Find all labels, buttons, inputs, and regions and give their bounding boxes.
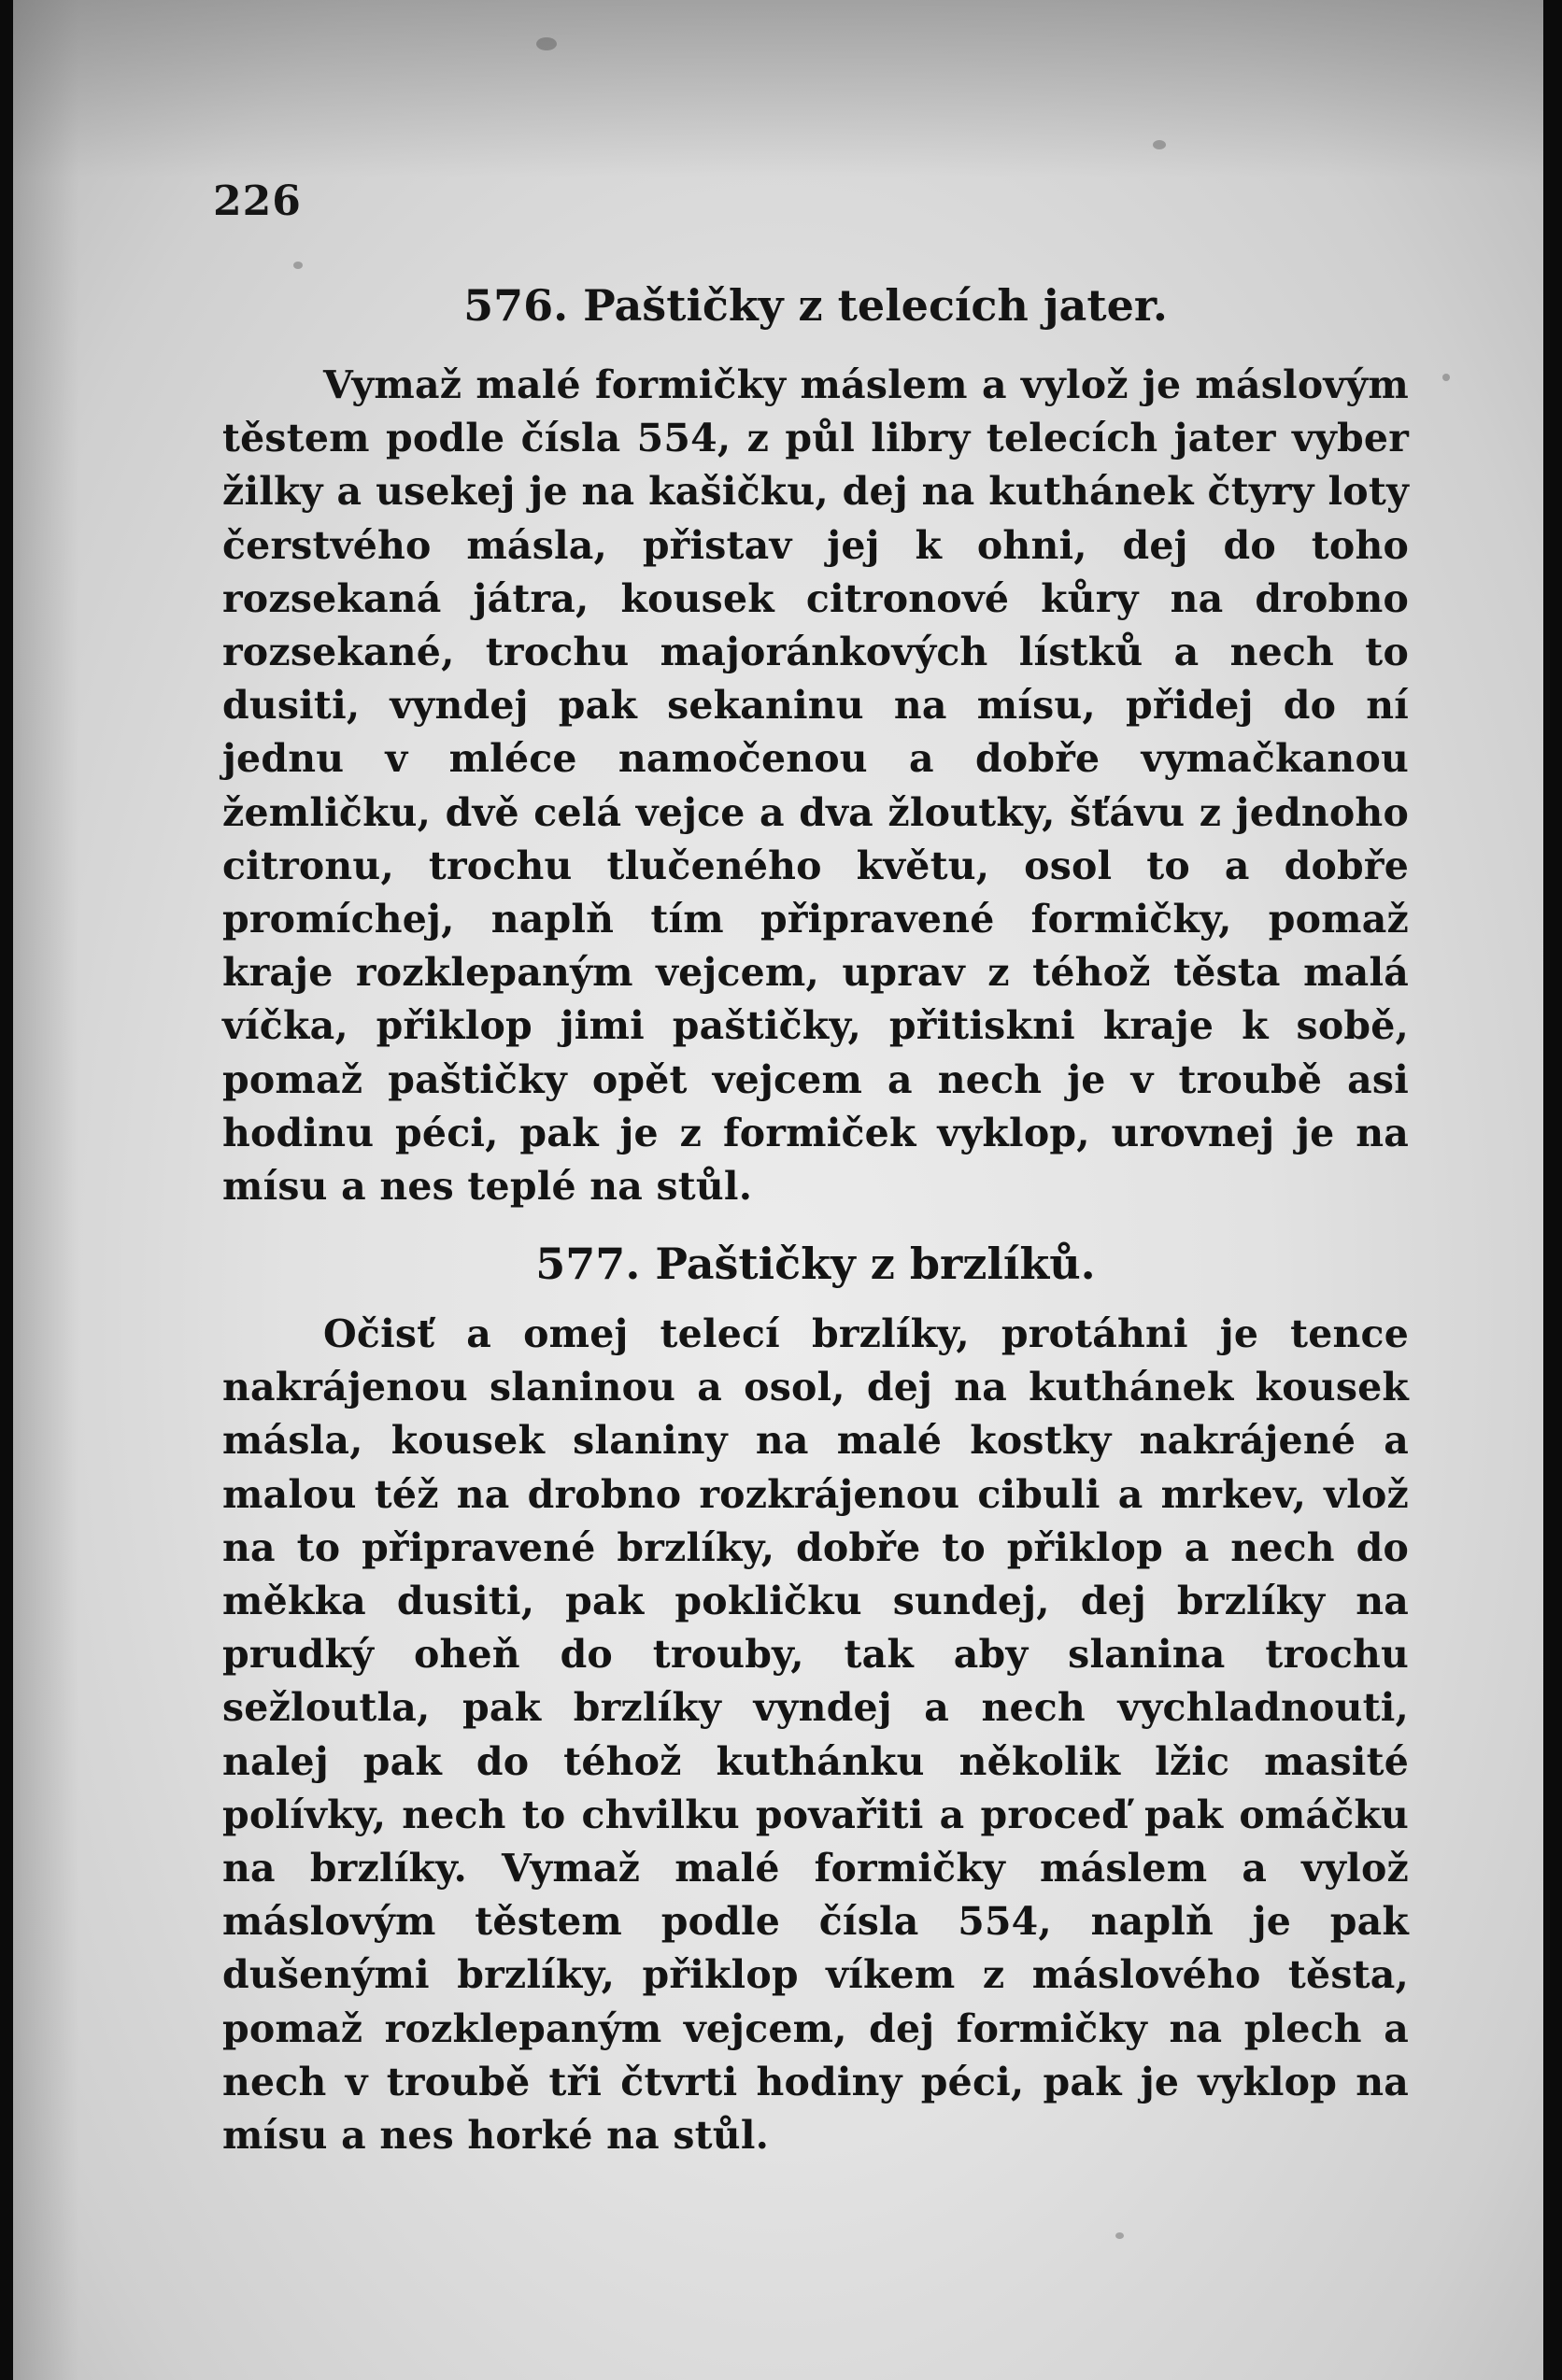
page-number: 226 [213,177,302,225]
recipe-title: 576. Paštičky z telecích jater. [463,280,1168,331]
recipe-body: Vymaž malé formičky máslem a vylož je máslovým těstem podle čísla 554, z půl libry telecích jater vyber žilky a usekej je na kašičku, dej na kuthánek čtyry loty čerstvého másla, přistav jej k ohni, dej do toho rozsekaná játra, kousek citronové kůry na drobno rozsekané, trochu majoránkových lístků a nech to dusiti, vyndej pak sekaninu na mísu, přidej do ní jednu v mléce namočenou a dobře vymačkanou žemličku, dvě celá vejce a dva žloutky, šťávu z jednoho citronu, trochu tlučeného květu, osol to a dobře promíchej, naplň tím připravené formičky, pomaž kraje rozklepaným vejcem, uprav z téhož těsta malá víčka, přiklop jimi paštičky, přitiskni kraje k sobě, pomaž paštičky opět vejcem a nech je v troubě asi hodinu péci, pak je z formiček vyklop, urovnej je na mísu a nes teplé na stůl. [222,362,1409,1210]
book-page [13,0,1543,2380]
recipe-body: Očisť a omej telecí brzlíky, protáhni je tence nakrájenou slaninou a osol, dej na kuthánek kousek másla, kousek slaniny na malé kostky nakrájené a malou též na drobno rozkrájenou cibuli a mrkev, vlož na to připravené brzlíky, dobře to přiklop a nech do měkka dusiti, pak pokličku sundej, dej brzlíky na prudký oheň do trouby, tak aby slanina trochu sežloutla, pak brzlíky vyndej a nech vychladnouti, nalej pak do téhož kuthánku několik lžic masité polívky, nech to chvilku povařiti a proceď pak omáčku na brzlíky. Vymaž malé formičky máslem a vylož máslovým těstem podle čísla 554, naplň je pak dušenými brzlíky, přiklop víkem z máslového těsta, pomaž rozklepaným vejcem, dej formičky na plech a nech v troubě tři čtvrti hodiny péci, pak je vyklop na mísu a nes horké na stůl. [222,1311,1409,2159]
recipe-576 [222,280,1409,1213]
recipe-577 [222,1239,1409,2162]
recipe-title: 577. Paštičky z brzlíků. [535,1239,1096,1289]
